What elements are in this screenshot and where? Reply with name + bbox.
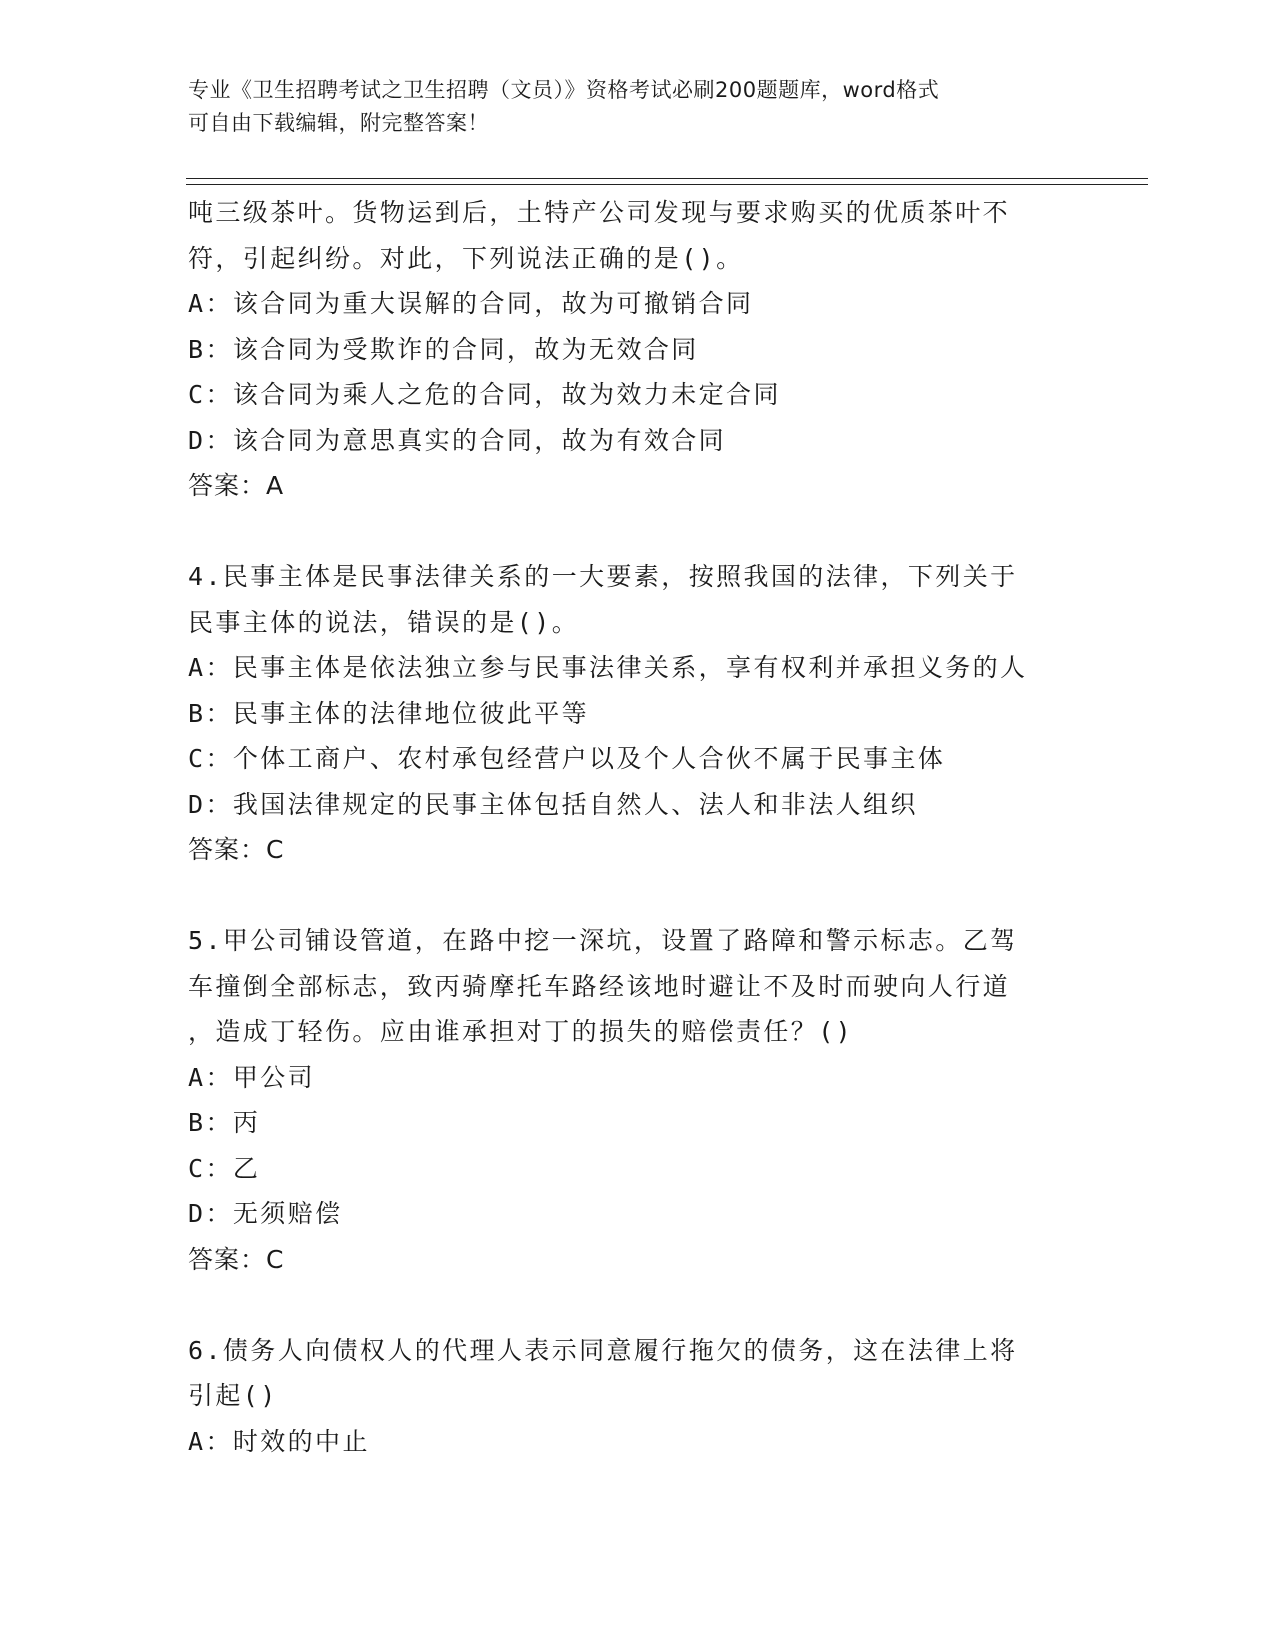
- option-c: C：个体工商户、农村承包经营户以及个人合伙不属于民事主体: [188, 744, 946, 773]
- question-stem: ，造成丁轻伤。应由谁承担对丁的损失的赔偿责任？(): [188, 1017, 854, 1046]
- option-c: C：乙: [188, 1153, 261, 1183]
- header-title-line-1: 专业《卫生招聘考试之卫生招聘（文员）》资格考试必刷200题题库，word格式: [188, 78, 940, 102]
- question-stem: 民事主体的说法，错误的是()。: [188, 607, 580, 637]
- option-a: A：该合同为重大误解的合同，故为可撤销合同: [188, 289, 754, 318]
- option-b: B：该合同为受欺诈的合同，故为无效合同: [188, 334, 699, 364]
- question-stem: 车撞倒全部标志，致丙骑摩托车路经该地时避让不及时而驶向人行道: [188, 971, 1011, 1001]
- question-stem: 4.民事主体是民事法律关系的一大要素，按照我国的法律，下列关于: [188, 562, 1018, 591]
- question-list: [188, 190, 1088, 1464]
- option-d: D：无须赔偿: [188, 1199, 343, 1228]
- answer-line: 答案：A: [188, 471, 285, 500]
- question-5: [188, 918, 1088, 1282]
- question-4: [188, 554, 1088, 873]
- option-b: B：民事主体的法律地位彼此平等: [188, 698, 590, 728]
- question-stem: 吨三级茶叶。货物运到后，土特产公司发现与要求购买的优质茶叶不: [188, 198, 1011, 227]
- question-stem: 符，引起纠纷。对此，下列说法正确的是()。: [188, 243, 744, 273]
- header-divider-bottom: [186, 184, 1148, 185]
- option-c: C：该合同为乘人之危的合同，故为效力未定合同: [188, 380, 781, 409]
- header-divider-top: [186, 178, 1148, 179]
- document-header: [188, 74, 1068, 140]
- option-a: A：民事主体是依法独立参与民事法律关系，享有权利并承担义务的人: [188, 653, 1028, 682]
- question-3: [188, 190, 1088, 509]
- option-d: D：该合同为意思真实的合同，故为有效合同: [188, 425, 727, 455]
- option-d: D：我国法律规定的民事主体包括自然人、法人和非法人组织: [188, 789, 918, 819]
- option-b: B：丙: [188, 1108, 261, 1137]
- question-6: [188, 1328, 1088, 1465]
- spacer: [188, 873, 1088, 919]
- header-title-line-2: 可自由下载编辑，附完整答案！: [188, 111, 489, 135]
- question-stem: 引起(): [188, 1381, 278, 1410]
- question-stem: 6.债务人向债权人的代理人表示同意履行拖欠的债务，这在法律上将: [188, 1335, 1018, 1365]
- option-a: A：甲公司: [188, 1062, 316, 1092]
- answer-line: 答案：C: [188, 835, 285, 864]
- spacer: [188, 509, 1088, 555]
- question-stem: 5.甲公司铺设管道，在路中挖一深坑，设置了路障和警示标志。乙驾: [188, 926, 1018, 955]
- answer-line: 答案：C: [188, 1244, 285, 1274]
- option-a: A：时效的中止: [188, 1426, 370, 1456]
- spacer: [188, 1282, 1088, 1328]
